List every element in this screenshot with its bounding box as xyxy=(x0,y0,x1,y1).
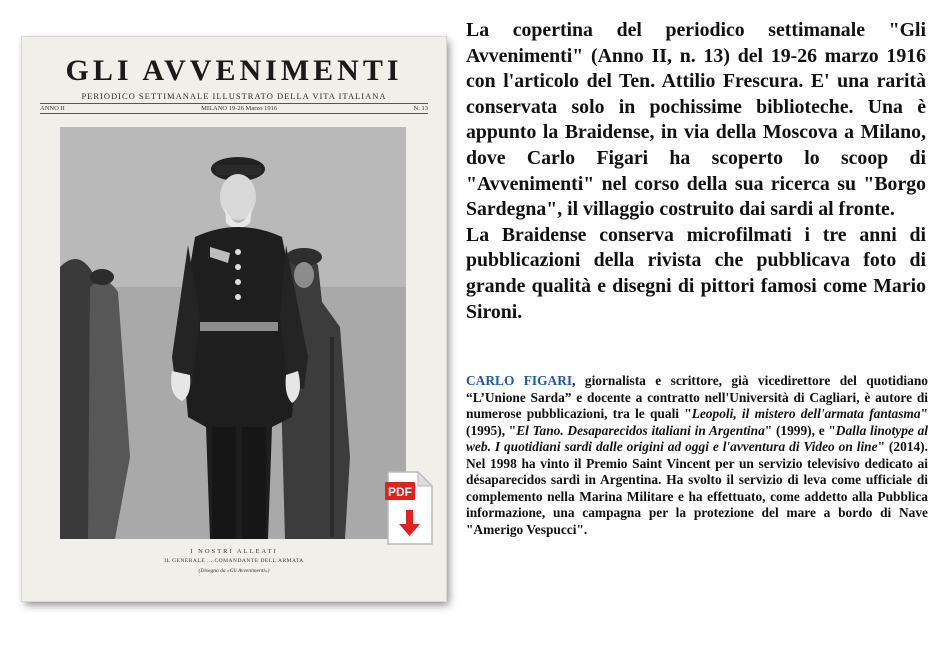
cover-issue-year: ANNO II xyxy=(40,105,65,112)
cover-issue-date: MILANO 19-26 Marzo 1916 xyxy=(201,105,278,112)
cover-issue-number: N. 13 xyxy=(413,105,428,112)
cover-caption-title: I NOSTRI ALLEATI xyxy=(190,548,278,555)
bio-book-3: Dalla linotype al web. I quotidiani sardi dalle origini ad oggi e l'avventura di Video on line xyxy=(466,422,929,454)
general-portrait-illustration xyxy=(60,127,406,539)
pdf-download-icon[interactable] xyxy=(384,470,434,548)
magazine-cover[interactable] xyxy=(22,37,446,601)
cover-caption-credit: (Disegno da «Gli Avvenimenti») xyxy=(198,568,270,574)
bio-text-4: " (2014). Nel 1998 ha vinto il Premio Saint Vincent per un servizio televisivo dedicato ai désaparecidos sardi in Argentina. Ha svolto il servizio di leva come ufficiale di complemento nella Marina Militare e ha effettuato, come addetto alla Pubblica informazione, una campagna per la protezione del mare a bordo di Nave "Amerigo Vespucci". xyxy=(466,439,928,537)
article-description xyxy=(466,18,926,325)
cover-caption-line: IL GENERALE ... COMANDANTE DELL'ARMATA xyxy=(164,558,304,564)
pdf-icon-label: PDF xyxy=(388,485,412,499)
bio-text-1: , giornalista e scrittore, già vicedirettore del quotidiano “L’Unione Sarda” e docente a contratto nell'Università di Cagliari, è autore di numerose pubblicazioni, tra le quali " xyxy=(466,373,928,421)
author-name-link[interactable]: CARLO FIGARI xyxy=(466,373,573,388)
bio-text-2: " (1995), " xyxy=(466,406,928,438)
description-paragraph-1: La copertina del periodico settimanale "Gli Avvenimenti" (Anno II, n. 13) del 19-26 marzo 1916 con l'articolo del Ten. Attilio Frescura. E' una rarità conservata solo in pochissime biblioteche. Una è appunto la Braidense, in via della Moscova a Milano, dove Carlo Figari ha scoperto lo scoop di "Avvenimenti" nel corso della sua ricerca su "Borgo Sardegna", il villaggio costruito dai sardi al fronte. xyxy=(466,19,926,221)
cover-subtitle: PERIODICO SETTIMANALE ILLUSTRATO DELLA VITA ITALIANA xyxy=(81,91,387,101)
bio-text-3: " (1999), e " xyxy=(764,422,836,438)
cover-issue-line xyxy=(40,103,428,114)
author-bio xyxy=(466,373,928,538)
cover-masthead: GLI AVVENIMENTI xyxy=(65,54,403,87)
cover-photograph xyxy=(60,127,406,539)
bio-book-2: El Tano. Desaparecidos italiani in Argentina xyxy=(516,422,765,438)
description-paragraph-2: La Braidense conserva microfilmati i tre anni di pubblicazioni della rivista che pubblicava foto di grande qualità e disegni di pittori famosi come Mario Sironi. xyxy=(466,223,926,323)
bio-book-1: Leopoli, il mistero dell'armata fantasma xyxy=(691,406,921,421)
